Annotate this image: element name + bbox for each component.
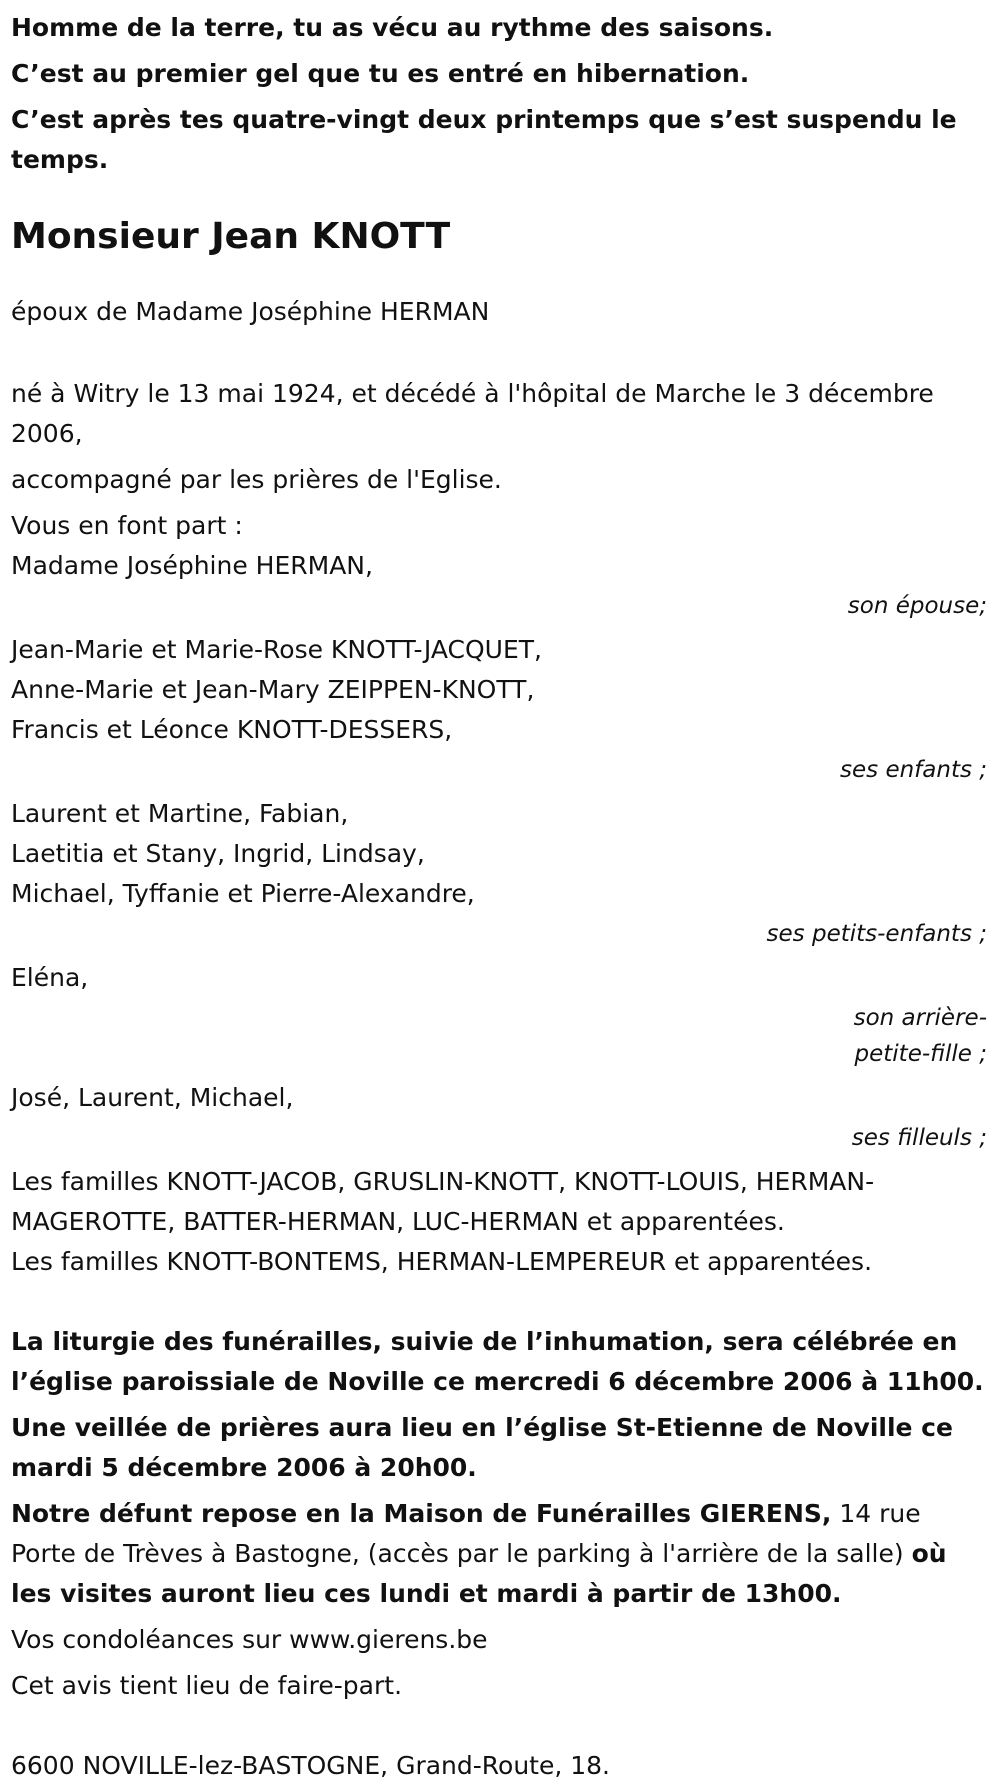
intro-line-1: Homme de la terre, tu as vécu au rythme des saisons.: [11, 13, 774, 42]
rest-place: Notre défunt repose en la Maison de Funérailles GIERENS,: [11, 1499, 832, 1528]
godchildren-line: José, Laurent, Michael,: [11, 1083, 294, 1112]
deceased-name: Monsieur Jean KNOTT: [11, 216, 451, 257]
child-line: Anne-Marie et Jean-Mary ZEIPPEN-KNOTT,: [11, 675, 535, 704]
role-grandchildren: ses petits-enfants ;: [766, 921, 987, 947]
great-grandchild-line: Eléna,: [11, 963, 89, 992]
announce-label: Vous en font part :: [11, 511, 243, 540]
spouse-line: époux de Madame Joséphine HERMAN: [11, 297, 490, 326]
families-line-2: Les familles KNOTT-BONTEMS, HERMAN-LEMPEREUR et apparentées.: [11, 1247, 873, 1276]
role-great-grandchild-1: son arrière-: [853, 1005, 987, 1031]
role-great-grandchild-2: petite-fille ;: [854, 1041, 987, 1067]
child-line: Francis et Léonce KNOTT-DESSERS,: [11, 715, 453, 744]
role-children: ses enfants ;: [840, 757, 987, 783]
spouse-name: Madame Joséphine HERMAN,: [11, 551, 373, 580]
condolences-line: Vos condoléances sur www.gierens.be: [11, 1625, 488, 1654]
notice-line: Cet avis tient lieu de faire-part.: [11, 1671, 403, 1700]
grandchild-line: Michael, Tyffanie et Pierre-Alexandre,: [11, 879, 475, 908]
rest-address: 14 rue Porte de Trèves à Bastogne, (accès par le parking à l'arrière de la salle): [11, 1499, 921, 1568]
birth-death-line: né à Witry le 13 mai 1924, et décédé à l'hôpital de Marche le 3 décembre 2006,: [11, 379, 934, 448]
intro-line-3: C’est après tes quatre-vingt deux printemps que s’est suspendu le temps.: [11, 105, 957, 174]
grandchild-line: Laurent et Martine, Fabian,: [11, 799, 349, 828]
role-spouse: son épouse;: [847, 593, 987, 619]
families-line-1: Les familles KNOTT-JACOB, GRUSLIN-KNOTT, KNOTT-LOUIS, HERMAN-MAGEROTTE, BATTER-HERMAN, LUC-HERMAN et apparentées.: [11, 1167, 875, 1236]
vigil-info: Une veillée de prières aura lieu en l’église St-Etienne de Noville ce mardi 5 décembre 2006 à 20h00.: [11, 1413, 953, 1482]
rest-info: [11, 1494, 991, 1614]
rest-visits: où les visites auront lieu ces lundi et mardi à partir de 13h00.: [11, 1539, 947, 1608]
child-line: Jean-Marie et Marie-Rose KNOTT-JACQUET,: [11, 635, 542, 664]
church-line: accompagné par les prières de l'Eglise.: [11, 465, 502, 494]
liturgy-info: La liturgie des funérailles, suivie de l’inhumation, sera célébrée en l’église paroissiale de Noville ce mercredi 6 décembre 2006 à 11h00.: [11, 1327, 984, 1396]
family-announcement: [11, 506, 991, 1282]
grandchild-line: Laetitia et Stany, Ingrid, Lindsay,: [11, 839, 425, 868]
role-godchildren: ses filleuls ;: [851, 1125, 987, 1151]
address-line: 6600 NOVILLE-lez-BASTOGNE, Grand-Route, 18.: [11, 1751, 610, 1780]
intro-line-2: C’est au premier gel que tu es entré en hibernation.: [11, 59, 750, 88]
